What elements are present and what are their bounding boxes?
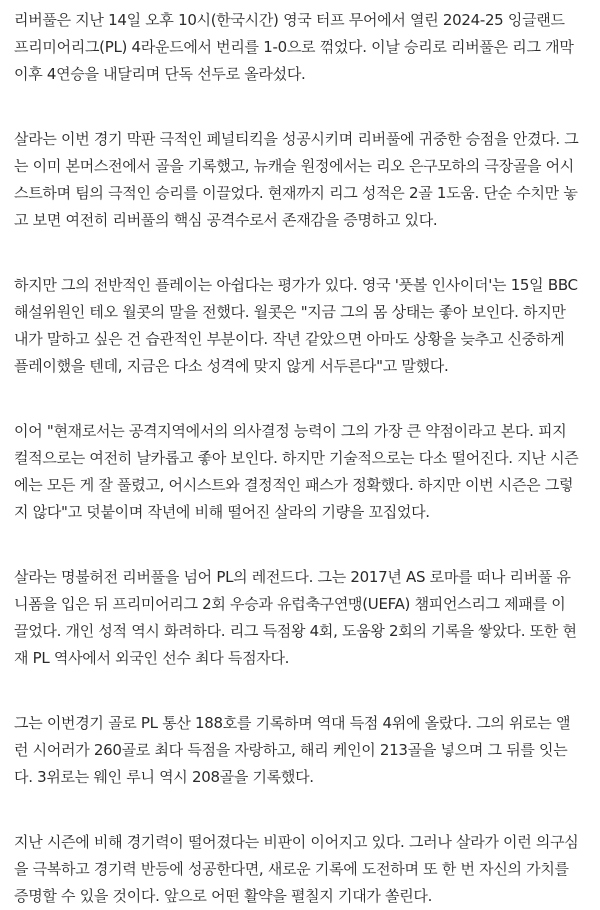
text-line: 리버풀은 지난 14일 오후 10시(한국시간) 영국 터프 무어에서 열린 2024-25 잉글랜드 — [14, 11, 565, 29]
paragraph-scoring-record — [14, 710, 586, 791]
text-line: 살라는 이번 경기 막판 극적인 페널티킥을 성공시키며 리버풀에 귀중한 승점을 안겼다. 그 — [14, 130, 579, 148]
text-line: 재 PL 역사에서 외국인 선수 최다 득점자다. — [14, 649, 290, 667]
text-line: 그는 이번경기 골로 PL 통산 188호를 기록하며 역대 득점 4위에 올랐다. 그의 위로는 앨 — [14, 714, 571, 732]
paragraph-spacer — [14, 380, 586, 418]
text-line: 스트하며 팀의 극적인 승리를 이끌었다. 현재까지 리그 성적은 2골 1도움. 단순 수치만 놓 — [14, 184, 578, 202]
paragraph-match-result — [14, 0, 586, 88]
text-line: 고 보면 여전히 리버풀의 핵심 공격수로서 존재감을 증명하고 있다. — [14, 211, 438, 229]
text-line: 니폼을 입은 뒤 프리미어리그 2회 우승과 유럽축구연맹(UEFA) 챔피언스리그 제패를 이 — [14, 595, 566, 613]
text-line: 끌었다. 개인 성적 역시 화려하다. 리그 득점왕 4회, 도움왕 2회의 기록을 쌓았다. 또한 현 — [14, 622, 577, 640]
text-line: 살라는 명불허전 리버풀을 넘어 PL의 레전드다. 그는 2017년 AS 로마를 떠나 리버풀 유 — [14, 568, 571, 586]
text-line: 지 않다"고 덧붙이며 작년에 비해 떨어진 살라의 기량을 꼬집었다. — [14, 503, 430, 521]
text-line: 는 이미 본머스전에서 골을 기록했고, 뉴캐슬 원정에서는 리오 은구모하의 극장골을 어시 — [14, 157, 574, 175]
text-line: 이후 4연승을 내달리며 단독 선두로 올라섰다. — [14, 65, 306, 83]
paragraph-walcott-continued — [14, 418, 586, 526]
text-line: 프리미어리그(PL) 4라운드에서 번리를 1-0으로 꺾었다. 이날 승리로 리버풀은 리그 개막 — [14, 38, 574, 56]
paragraph-salah-legend — [14, 564, 586, 672]
paragraph-spacer — [14, 234, 586, 272]
paragraph-salah-performance — [14, 126, 586, 234]
text-line: 하지만 그의 전반적인 플레이는 아쉽다는 평가가 있다. 영국 '풋볼 인사이더'는 15일 BBC — [14, 276, 578, 294]
paragraph-spacer — [14, 791, 586, 829]
text-line: 을 극복하고 경기력 반등에 성공한다면, 새로운 기록에 도전하며 또 한 번 자신의 가치를 — [14, 860, 569, 878]
text-line: 해설위원인 테오 월콧의 말을 전했다. 월콧은 "지금 그의 몸 상태는 좋아 보인다. 하지만 — [14, 303, 566, 321]
text-line: 증명할 수 있을 것이다. 앞으로 어떤 활약을 펼칠지 기대가 쏠린다. — [14, 887, 433, 905]
paragraph-spacer — [14, 526, 586, 564]
paragraph-spacer — [14, 88, 586, 126]
text-line: 컬적으로는 여전히 날카롭고 좋아 보인다. 하지만 기술적으로는 다소 떨어진다. 지난 시즌 — [14, 449, 579, 467]
text-line: 지난 시즌에 비해 경기력이 떨어졌다는 비판이 이어지고 있다. 그러나 살라가 이런 의구심 — [14, 833, 579, 851]
text-line: 플레이했을 텐데, 지금은 다소 성격에 맞지 않게 서두른다"고 말했다. — [14, 357, 449, 375]
text-line: 이어 "현재로서는 공격지역에서의 의사결정 능력이 그의 가장 큰 약점이라고 본다. 피지 — [14, 422, 567, 440]
paragraph-spacer — [14, 672, 586, 710]
text-line: 다. 3위로는 웨인 루니 역시 208골을 기록했다. — [14, 768, 314, 786]
text-line: 런 시어러가 260골로 최다 득점을 자랑하고, 해리 케인이 213골을 넣으며 그 뒤를 잇는 — [14, 741, 568, 759]
paragraph-conclusion — [14, 829, 586, 910]
text-line: 내가 말하고 싶은 건 습관적인 부분이다. 작년 같았으면 아마도 상황을 늦추고 신중하게 — [14, 330, 565, 348]
text-line: 에는 모든 게 잘 풀렸고, 어시스트와 결정적인 패스가 정확했다. 하지만 이번 시즌은 그렇 — [14, 476, 574, 494]
paragraph-walcott-quote — [14, 272, 586, 380]
